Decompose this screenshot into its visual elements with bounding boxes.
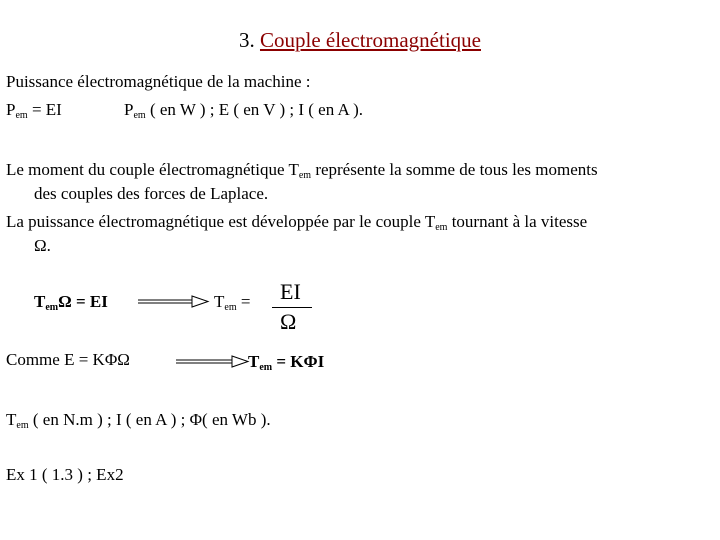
title-number: 3. [238,28,255,52]
developpee-line2: Ω. [34,236,51,255]
fraction-bar [272,307,312,308]
formula1-left: $T_{em}\Omega$ = EI [34,292,108,313]
formula1-right: $T_{em}$ = [214,292,251,313]
arrow-icon [138,296,208,308]
formula2-left: Comme E = KΦΩ [6,350,130,369]
puissance-units: $P_{em}$ ( en W ) ; E ( en V ) ; I ( en A ). [124,100,364,121]
developpee-line1: La puissance électromagnétique est développée par le couple $T_{em}$ tournant à la vitesse [6,212,588,233]
title-text: Couple électromagnétique [259,28,481,52]
moment-line2: des couples des forces de Laplace. [34,184,269,203]
moment-line1: Le moment du couple électromagnétique $T_{em}$ représente la somme de tous les moments [6,160,598,181]
units-line: $T_{em}$ ( en N.m ) ; I ( en A ) ; Φ( en Wb ). [6,410,271,431]
puissance-formula: $P_{em}$ = EI [6,100,62,121]
formula2-right: $T_{em} = K\Phi I$ [248,352,325,373]
arrow-icon [176,356,248,368]
puissance-intro: Puissance électromagnétique de la machine : [6,72,311,91]
fraction-numerator: EI [280,279,301,304]
page-title [0,28,720,53]
fraction-denominator: Ω [280,309,297,334]
exercise-ref: Ex 1 ( 1.3 ) ; Ex2 [6,465,124,484]
